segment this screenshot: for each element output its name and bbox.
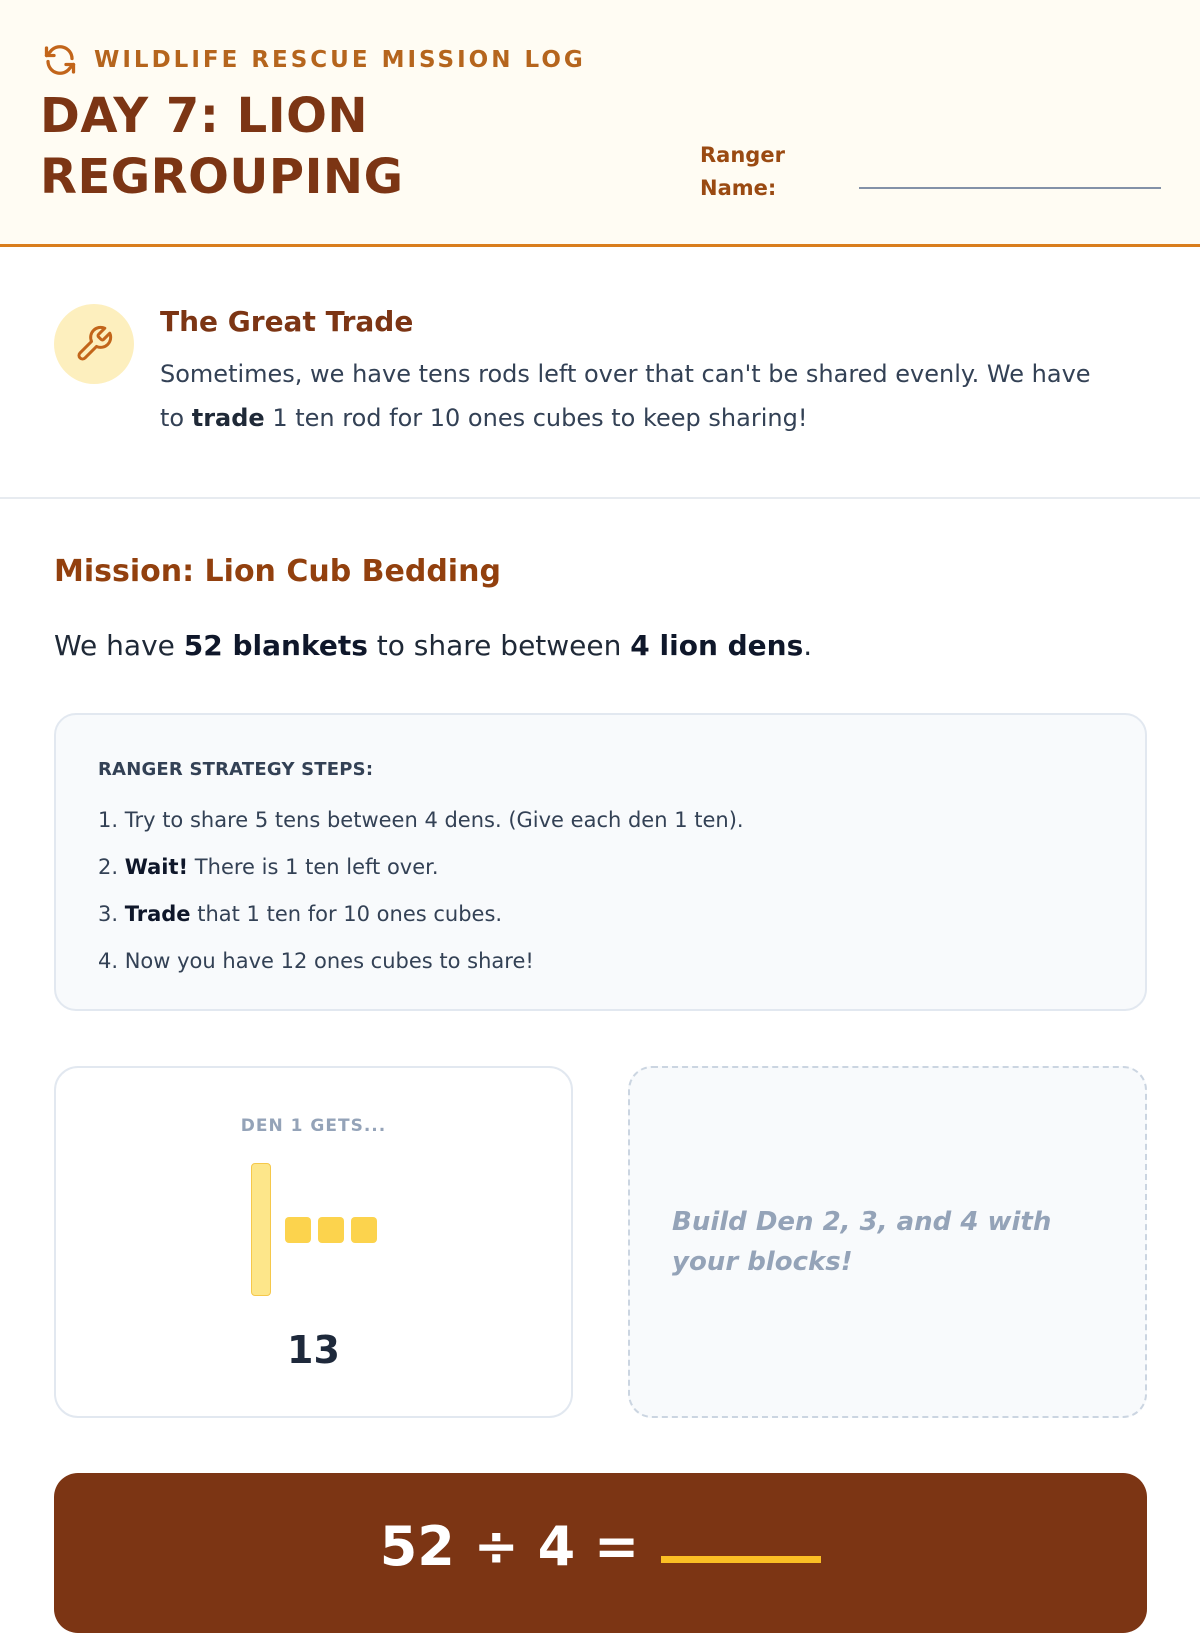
strategy-steps-panel: [54, 713, 1147, 1011]
equation-bar: [54, 1473, 1147, 1633]
strategy-step: 2. Wait! There is 1 ten left over.: [98, 855, 439, 879]
strategy-step: 1. Try to share 5 tens between 4 dens. (Give each den 1 ten).: [98, 808, 744, 832]
trade-title: The Great Trade: [160, 305, 414, 338]
equation-text: 52 ÷ 4 =: [379, 1515, 640, 1578]
strategy-step: 3. Trade that 1 ten for 10 ones cubes.: [98, 902, 503, 926]
ranger-name-label: Ranger Name:: [700, 143, 785, 200]
strategy-list: [98, 797, 744, 985]
kicker-text: WILDLIFE RESCUE MISSION LOG: [94, 47, 586, 73]
den-1-label: DEN 1 GETS...: [240, 1116, 387, 1136]
ranger-name-field[interactable]: [859, 187, 1161, 189]
great-trade-callout: [0, 247, 1200, 499]
page-title: DAY 7: LION REGROUPING: [40, 88, 404, 205]
strategy-step: 4. Now you have 12 ones cubes to share!: [98, 949, 534, 973]
build-prompt: Build Den 2, 3, and 4 with your blocks!: [672, 1207, 1052, 1277]
mission-log-kicker: [42, 42, 586, 78]
den-1-card: [54, 1066, 573, 1418]
mission-title: Mission: Lion Cub Bedding: [54, 554, 501, 589]
one-cube: [285, 1217, 311, 1243]
answer-blank[interactable]: [661, 1556, 821, 1563]
equation: [54, 1515, 1147, 1578]
den-1-total: 13: [287, 1328, 340, 1372]
one-cube: [351, 1217, 377, 1243]
wrench-icon-badge: [54, 304, 134, 384]
page-header: [0, 0, 1200, 247]
one-cube: [318, 1217, 344, 1243]
build-dens-area[interactable]: [628, 1066, 1147, 1418]
strategy-heading: RANGER STRATEGY STEPS:: [98, 759, 374, 780]
ones-cubes: [285, 1217, 377, 1243]
mission-problem: We have 52 blankets to share between 4 lion dens.: [54, 629, 813, 662]
wrench-icon: [74, 324, 114, 364]
refresh-icon: [42, 42, 78, 78]
trade-description: Sometimes, we have tens rods left over that can't be shared evenly. We have to trade 1 ten rod for 10 ones cubes to keep sharing!: [160, 360, 1091, 432]
ten-rod-block: [251, 1163, 271, 1296]
